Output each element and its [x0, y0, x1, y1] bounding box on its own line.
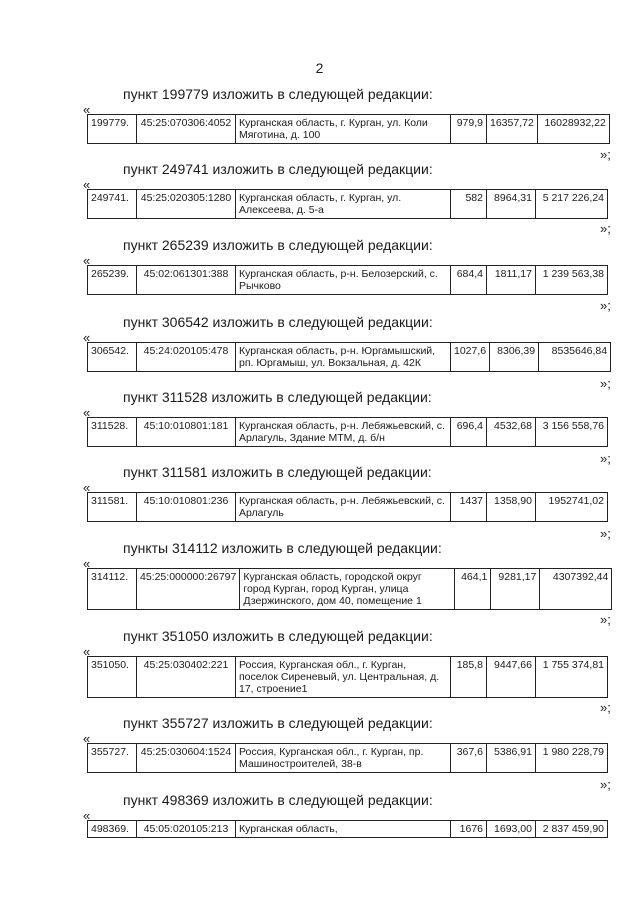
table-row [88, 821, 608, 838]
cadastral-number-cell: 45:05:020105:213 [137, 821, 236, 838]
amendment-heading: пункт 199779 изложить в следующей редакции: [123, 86, 433, 102]
cadastral-number-cell: 45:02:061301:388 [137, 266, 236, 295]
address-cell: Курганская область, р-н. Лебяжьевский, с. Арлагуль [236, 493, 451, 522]
registry-row-table [87, 820, 608, 838]
rate-cell: 1693,00 [487, 821, 536, 838]
address-cell: Россия, Курганская обл., г. Курган, поселок Сиреневый, ул. Центральная, д. 17, строение1 [236, 657, 451, 698]
cadastral-value-cell: 1 755 374,81 [536, 657, 608, 698]
table-row [88, 493, 608, 522]
rate-cell: 4532,68 [487, 418, 536, 447]
area-cell: 979,9 [451, 115, 487, 144]
area-cell: 367,6 [451, 744, 487, 773]
registry-row-table [87, 342, 611, 372]
amendment-heading: пункты 314112 изложить в следующей редакции: [123, 540, 442, 556]
cadastral-value-cell: 4307392,44 [540, 569, 612, 610]
cadastral-number-cell: 45:25:000000:26797 [137, 569, 240, 610]
row-number-cell: 249741. [88, 190, 137, 219]
open-quote: « [83, 808, 91, 823]
area-cell: 1437 [451, 493, 487, 522]
address-cell: Россия, Курганская обл., г. Курган, пр. Машиностроителей, 38-в [236, 744, 451, 773]
rate-cell: 16357,72 [487, 115, 538, 144]
page-number: 2 [315, 60, 324, 76]
open-quote: « [83, 644, 91, 659]
amendment-section [0, 715, 639, 795]
amendment-section [0, 314, 639, 394]
rate-cell: 9281,17 [491, 569, 540, 610]
amendment-heading: пункт 311528 изложить в следующей редакции: [123, 389, 432, 405]
cadastral-number-cell: 45:10:010801:181 [137, 418, 236, 447]
cadastral-value-cell: 2 837 459,90 [536, 821, 608, 838]
amendment-section [0, 161, 639, 241]
rate-cell: 5386,91 [487, 744, 536, 773]
close-quote: »; [600, 612, 611, 627]
registry-row-table [87, 568, 612, 610]
amendment-heading: пункт 498369 изложить в следующей редакции: [123, 792, 433, 808]
close-quote: »; [600, 221, 611, 236]
address-cell: Курганская область, г. Курган, ул. Коли Мяготина, д. 100 [236, 115, 451, 144]
table-row [88, 343, 611, 372]
row-number-cell: 355727. [88, 744, 137, 773]
area-cell: 582 [451, 190, 487, 219]
open-quote: « [83, 253, 91, 268]
open-quote: « [83, 177, 91, 192]
row-number-cell: 314112. [88, 569, 137, 610]
row-number-cell: 311528. [88, 418, 137, 447]
rate-cell: 1811,17 [487, 266, 536, 295]
close-quote: »; [600, 298, 611, 313]
area-cell: 185,8 [451, 657, 487, 698]
table-row [88, 744, 608, 773]
table-row [88, 657, 608, 698]
registry-row-table [87, 743, 608, 773]
amendment-section [0, 86, 639, 166]
amendment-section [0, 628, 639, 715]
open-quote: « [83, 102, 91, 117]
close-quote: »; [600, 147, 611, 162]
cadastral-value-cell: 16028932,22 [537, 115, 609, 144]
row-number-cell: 199779. [88, 115, 137, 144]
amendment-section [0, 464, 639, 544]
rate-cell: 9447,66 [487, 657, 536, 698]
table-row [88, 569, 612, 610]
cadastral-value-cell: 5 217 226,24 [536, 190, 608, 219]
area-cell: 1676 [451, 821, 487, 838]
rate-cell: 8964,31 [487, 190, 536, 219]
table-row [88, 266, 608, 295]
cadastral-number-cell: 45:25:070306:4052 [137, 115, 236, 144]
open-quote: « [83, 556, 91, 571]
rate-cell: 8306,39 [490, 343, 539, 372]
registry-row-table [87, 265, 608, 295]
row-number-cell: 265239. [88, 266, 137, 295]
cadastral-value-cell: 8535646,84 [539, 343, 611, 372]
registry-row-table [87, 656, 608, 698]
row-number-cell: 311581. [88, 493, 137, 522]
area-cell: 684,4 [451, 266, 487, 295]
table-row [88, 418, 608, 447]
cadastral-value-cell: 1 980 228,79 [536, 744, 608, 773]
cadastral-value-cell: 1952741,02 [536, 493, 608, 522]
amendment-section [0, 237, 639, 317]
amendment-heading: пункт 351050 изложить в следующей редакции: [123, 628, 433, 644]
close-quote: »; [600, 777, 611, 792]
table-row [88, 115, 610, 144]
amendment-section [0, 792, 639, 872]
open-quote: « [83, 731, 91, 746]
cadastral-number-cell: 45:25:030402:221 [137, 657, 236, 698]
address-cell: Курганская область, г. Курган, ул. Алексеева, д. 5-а [236, 190, 451, 219]
row-number-cell: 306542. [88, 343, 137, 372]
cadastral-number-cell: 45:25:030604:1524 [137, 744, 236, 773]
address-cell: Курганская область, р-н. Белозерский, с. Рычково [236, 266, 451, 295]
address-cell: Курганская область, р-н. Лебяжьевский, с. Арлагуль, Здание МТМ, д. б/н [236, 418, 451, 447]
amendment-heading: пункт 265239 изложить в следующей редакции: [123, 237, 433, 253]
close-quote: »; [600, 376, 611, 391]
amendment-heading: пункт 311581 изложить в следующей редакции: [123, 464, 432, 480]
open-quote: « [83, 405, 91, 420]
address-cell: Курганская область, [236, 821, 451, 838]
table-row [88, 190, 608, 219]
rate-cell: 1358,90 [487, 493, 536, 522]
open-quote: « [83, 330, 91, 345]
area-cell: 464,1 [455, 569, 491, 610]
cadastral-number-cell: 45:10:010801:236 [137, 493, 236, 522]
registry-row-table [87, 114, 610, 144]
amendment-section [0, 389, 639, 469]
cadastral-value-cell: 1 239 563,38 [536, 266, 608, 295]
close-quote: »; [600, 451, 611, 466]
cadastral-number-cell: 45:25:020305:1280 [137, 190, 236, 219]
registry-row-table [87, 492, 608, 522]
cadastral-value-cell: 3 156 558,76 [536, 418, 608, 447]
area-cell: 696,4 [451, 418, 487, 447]
cadastral-number-cell: 45:24:020105:478 [137, 343, 236, 372]
amendment-section [0, 540, 639, 627]
area-cell: 1027,6 [451, 343, 490, 372]
address-cell: Курганская область, р-н. Юргамышский, рп. Юргамыш, ул. Вокзальная, д. 42К [236, 343, 451, 372]
registry-row-table [87, 189, 608, 219]
close-quote: »; [600, 526, 611, 541]
registry-row-table [87, 417, 608, 447]
open-quote: « [83, 480, 91, 495]
close-quote: »; [600, 700, 611, 715]
amendment-heading: пункт 306542 изложить в следующей редакции: [123, 314, 433, 330]
amendment-heading: пункт 249741 изложить в следующей редакции: [123, 161, 433, 177]
address-cell: Курганская область, городской округ город Курган, город Курган, улица Дзержинского, дом 40, помещение 1 [240, 569, 455, 610]
row-number-cell: 498369. [88, 821, 137, 838]
row-number-cell: 351050. [88, 657, 137, 698]
amendment-heading: пункт 355727 изложить в следующей редакции: [123, 715, 433, 731]
